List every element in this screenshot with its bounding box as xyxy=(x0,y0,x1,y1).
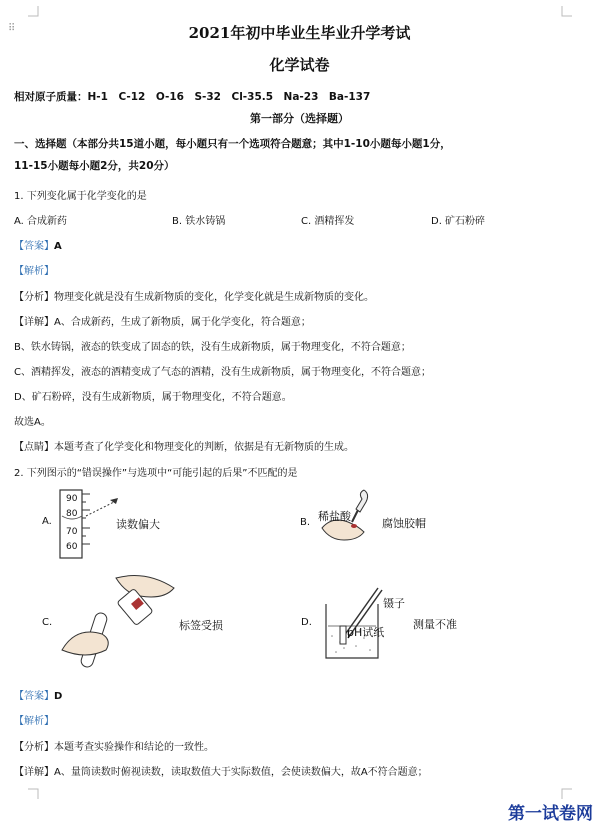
q1-detail-c: C、酒精挥发，液态的酒精变成了气态的酒精，没有生成新物质，属于物理变化，不符合题意； xyxy=(14,367,431,378)
q2-fenxi: 【分析】本题考查实验操作和结论的一致性。 xyxy=(14,742,214,753)
q1-answer xyxy=(14,237,62,252)
tick-label-80: 80 xyxy=(66,509,78,519)
q2-option-d-paper: pH试纸 xyxy=(347,626,385,639)
corner-mark-top-right xyxy=(560,6,572,18)
q2-answer xyxy=(14,687,62,702)
q2-option-b-text: 腐蚀胶帽 xyxy=(382,517,426,530)
section-heading-line2: 11-15小题每小题2分，共20分） xyxy=(14,160,175,172)
q2-analysis-tag: 【解析】 xyxy=(14,716,54,727)
drag-handle-icon[interactable]: ⠿ xyxy=(8,23,17,34)
exam-title: 2021年初中毕业生毕业升学考试 xyxy=(188,24,411,42)
q2-stem: 2. 下列图示的“错误操作”与选项中“可能引起的后果”不匹配的是 xyxy=(14,468,298,479)
part-heading: 第一部分（选择题） xyxy=(250,112,349,125)
q1-analysis-tag: 【解析】 xyxy=(14,266,54,277)
section-heading-line1: 一、选择题（本部分共15道小题，每小题只有一个选项符合题意；其中1-10小题每小题1分， xyxy=(14,138,451,150)
q2-option-a-letter: A. xyxy=(42,516,52,527)
q1-detail-b: B、铁水铸锅，液态的铁变成了固态的铁，没有生成新物质，属于物理变化，不符合题意； xyxy=(14,342,411,353)
site-logo: 第一试卷网 xyxy=(508,804,593,824)
q1-detail-a: 【详解】A、合成新药，生成了新物质，属于化学变化，符合题意； xyxy=(14,317,311,328)
q2-option-d-text: 测量不准 xyxy=(413,618,457,631)
q2-option-c-text: 标签受损 xyxy=(179,619,223,632)
corner-mark-bottom-right xyxy=(560,787,572,799)
q2-detail-a: 【详解】A、量筒读数时俯视读数，读取数值大于实际数值，会使读数偏大，故A不符合题意； xyxy=(14,767,428,778)
corner-mark-top-left xyxy=(28,6,40,18)
atomic-mass-line: 相对原子质量：H-1 C-12 O-16 S-32 Cl-35.5 Na-23 Ba-137 xyxy=(14,91,371,103)
pouring-figure xyxy=(60,572,180,672)
q2-option-b-reagent: 稀盐酸 xyxy=(318,510,351,523)
q1-comment: 【点睛】本题考查了化学变化和物理变化的判断，依据是有无新物质的生成。 xyxy=(14,442,354,453)
q2-option-d-letter: D. xyxy=(301,617,312,628)
q2-option-a-text: 读数偏大 xyxy=(116,518,160,531)
tick-label-90: 90 xyxy=(66,494,78,504)
q1-stem: 1. 下列变化属于化学变化的是 xyxy=(14,191,147,202)
q2-answer-value: D xyxy=(54,691,63,702)
q1-option-d: D. 矿石粉碎 xyxy=(431,216,486,227)
q1-option-b: B. 铁水铸锅 xyxy=(172,216,226,227)
q1-conclusion: 故选A。 xyxy=(14,417,51,428)
q1-detail-d: D、矿石粉碎，没有生成新物质，属于物理变化，不符合题意。 xyxy=(14,392,292,403)
exam-subtitle: 化学试卷 xyxy=(269,56,330,74)
tick-label-60: 60 xyxy=(66,542,78,552)
tick-label-70: 70 xyxy=(66,527,78,537)
answer-tag: 【答案】 xyxy=(14,691,54,702)
corner-mark-bottom-left xyxy=(28,787,40,799)
q1-option-a: A. 合成新药 xyxy=(14,216,68,227)
answer-tag: 【答案】 xyxy=(14,241,54,252)
q1-option-c: C. 酒精挥发 xyxy=(301,216,355,227)
q2-option-c-letter: C. xyxy=(42,617,53,628)
q1-fenxi: 【分析】物理变化就是没有生成新物质的变化，化学变化就是生成新物质的变化。 xyxy=(14,292,374,303)
q1-answer-value: A xyxy=(54,241,62,252)
q2-option-d-tweezers: 镊子 xyxy=(383,597,405,610)
q2-option-b-letter: B. xyxy=(300,517,311,528)
